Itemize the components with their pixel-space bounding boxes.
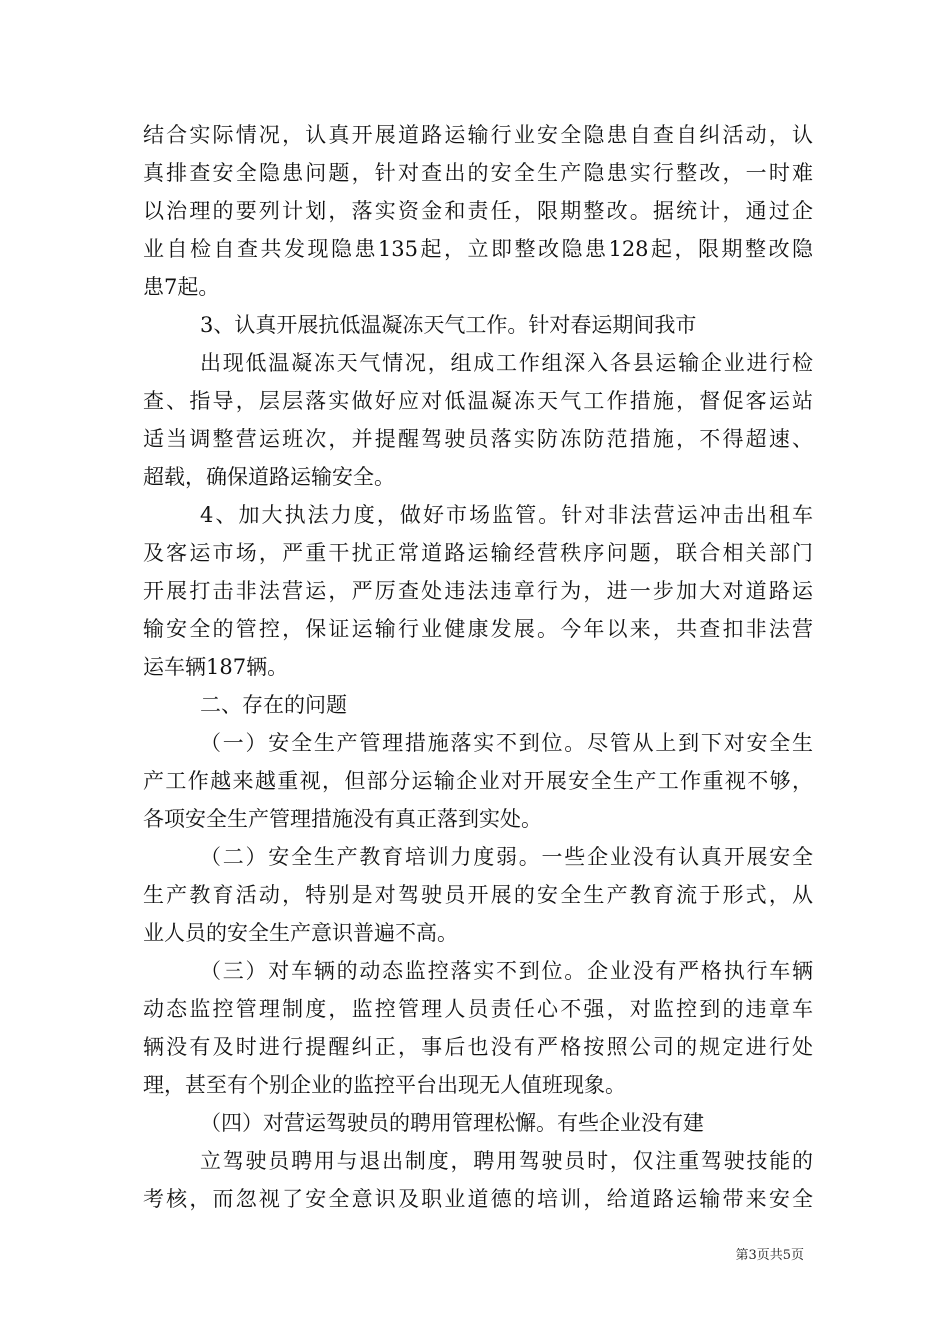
paragraph-line: 立驾驶员聘用与退出制度，聘用驾驶员时，仅注重驾驶技能的 [200,1149,813,1173]
paragraph-line: 开展打击非法营运，严厉查处违法违章行为，进一步加大对道路运 [143,579,813,603]
section-heading-3: 3、认真开展抗低温凝冻天气工作。针对春运期间我市 [200,313,697,337]
paragraph-line: 患7起。 [143,275,220,299]
paragraph-line: 生产教育活动，特别是对驾驶员开展的安全生产教育流于形式，从 [143,883,813,907]
paragraph-line: 理，甚至有个别企业的监控平台出现无人值班现象。 [143,1073,626,1097]
subsection-heading-2: （二）安全生产教育培训力度弱。一些企业没有认真开展安全 [200,845,813,869]
paragraph-line: 运车辆187辆。 [143,655,289,679]
subsection-heading-3: （三）对车辆的动态监控落实不到位。企业没有严格执行车辆 [200,959,813,983]
subsection-heading-4: （四）对营运驾驶员的聘用管理松懈。有些企业没有建 [200,1111,704,1135]
paragraph-line: 输安全的管控，保证运输行业健康发展。今年以来，共查扣非法营 [143,617,813,641]
paragraph-line: 业自检自查共发现隐患135起，立即整改隐患128起，限期整改隐 [143,237,813,261]
paragraph-line: 查、指导，层层落实做好应对低温凝冻天气工作措施，督促客运站 [143,389,813,413]
paragraph-line: 出现低温凝冻天气情况，组成工作组深入各县运输企业进行检 [200,351,813,375]
paragraph-line: 辆没有及时进行提醒纠正，事后也没有严格按照公司的规定进行处 [143,1035,813,1059]
paragraph-line: 真排查安全隐患问题，针对查出的安全生产隐患实行整改，一时难 [143,161,813,185]
paragraph-line: 以治理的要列计划，落实资金和责任，限期整改。据统计，通过企 [143,199,813,223]
paragraph-line: 适当调整营运班次，并提醒驾驶员落实防冻防范措施，不得超速、 [143,427,813,451]
paragraph-line: 考核，而忽视了安全意识及职业道德的培训，给道路运输带来安全 [143,1187,813,1211]
paragraph-line: 及客运市场，严重干扰正常道路运输经营秩序问题，联合相关部门 [143,541,813,565]
subsection-heading-1: （一）安全生产管理措施落实不到位。尽管从上到下对安全生 [200,731,813,755]
section-title-problems: 二、存在的问题 [200,693,347,717]
paragraph-line: 产工作越来越重视，但部分运输企业对开展安全生产工作重视不够， [143,769,813,793]
paragraph-line: 动态监控管理制度，监控管理人员责任心不强，对监控到的违章车 [143,997,813,1021]
paragraph-line: 各项安全生产管理措施没有真正落到实处。 [143,807,542,831]
paragraph-line: 业人员的安全生产意识普遍不高。 [143,921,458,945]
page-number: 第3页共5页 [735,1248,804,1263]
paragraph-line: 结合实际情况，认真开展道路运输行业安全隐患自查自纠活动，认 [143,123,813,147]
paragraph-line: 超载，确保道路运输安全。 [143,465,395,489]
section-heading-4: 4、加大执法力度，做好市场监管。针对非法营运冲击出租车 [200,503,813,527]
